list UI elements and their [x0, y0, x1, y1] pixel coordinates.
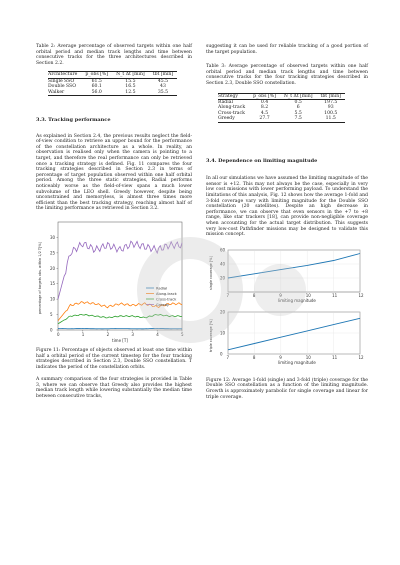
table-cell: 43 [160, 84, 166, 90]
table-cell: 56.0 [91, 89, 102, 95]
table-cell: 27.7 [259, 116, 270, 122]
triple-coverage-line [228, 318, 360, 350]
y-tick-label: 15 [50, 281, 56, 287]
table2-header-cell: p_obs [%] [85, 72, 109, 78]
x-tick-label: 7 [226, 292, 230, 298]
section-3-3-title: 3.3. Tracking performance [36, 117, 111, 123]
table-cell: 35.5 [157, 89, 169, 95]
y-tick-label: 20 [50, 265, 56, 271]
figure-12-chart [206, 246, 368, 372]
table-cell: 100.5 [324, 110, 338, 116]
single-coverage-line [228, 253, 360, 278]
x-tick-label: 8 [252, 354, 256, 360]
table-cell: Single SSO [48, 78, 75, 84]
x-tick-label: 12 [358, 354, 364, 360]
table-row [48, 90, 177, 96]
right-column [206, 44, 368, 400]
x-tick-label: 9 [279, 292, 282, 298]
x-tick-label: 1 [81, 331, 85, 337]
table3-caption: Table 3: Average percentage of observed targets within one half orbital period and median track lengths and time between consecutive tracks for the four tracking strategies described in Section 2.3, Double SSO constellation. [206, 64, 368, 86]
table-cell: 16.5 [125, 84, 136, 90]
table2-header-cell: tbt [min] [152, 72, 174, 78]
x-tick-label: 11 [332, 292, 338, 298]
x-tick-label: 0 [57, 331, 60, 337]
x-axis-label: limiting magnitude [278, 359, 316, 365]
table-cell: Double SSO [48, 84, 76, 90]
x-tick-label: 10 [305, 292, 311, 298]
x-tick-label: 11 [332, 354, 338, 360]
y-tick-label: 40 [220, 261, 226, 267]
table-cell: Along-track [218, 105, 246, 111]
table-cell: 5.5 [294, 110, 302, 116]
y-tick-label: 25 [50, 250, 56, 256]
table-cell: 12.5 [125, 89, 136, 95]
table3-header-cell: tbt [min] [320, 93, 341, 99]
x-tick-label: 10 [305, 354, 311, 360]
table-cell: Greedy [218, 116, 235, 122]
table-cell: 197.5 [324, 99, 338, 105]
legend-label: Along-track [156, 291, 177, 296]
table2 [48, 71, 177, 96]
section-3-4-paragraph: In all our simulations we have assumed the limiting magnitude of the sensor is +12. This may not always be the case, especially in very low cost missions with lower performing payload. To understand the limitations of this analysis, Fig. 12 shows how the average 1-fold and 3-fold coverage vary with limiting magnitude for the Double SSO constellation (20 satellites). Despite an high decrease in performance, we can observe that even sensors in the +7 to +8 range, like star trackers [18], can provide non-negligible coverage when accounting for the actual target distribution. This suggests very low-cost Pathfinder missions may be designed to validate this mission concept. [206, 176, 368, 238]
right-intro-paragraph: suggesting it can be used for reliable tracking of a good portion of the target population. [206, 44, 368, 55]
x-tick-label: 7 [226, 354, 230, 360]
table-cell: Radial [218, 99, 233, 105]
x-tick-label: 5 [181, 331, 184, 337]
figure-12 [206, 246, 368, 372]
figure-12-caption: Figure 12: Average 1-fold (single) and 3-fold (triple) coverage for the Double SSO constellation as a function of the limiting magnitude. Growth is approximately parabolic for single coverage and linear for triple coverage. [206, 377, 368, 400]
table-cell: 0.5 [294, 99, 302, 105]
left-column [36, 44, 192, 400]
y-tick-label: 60 [220, 247, 226, 253]
y-axis-label: triple coverage [%] [209, 319, 213, 352]
y-axis-label: percentage of targets obs. within 1/2 T[%] [38, 242, 42, 314]
summary-paragraph: A summary comparison of the four strategies is provided in Table 3, where we can observe that Greedy also provides the highest median track length while lowering substantially the median time between consecutive tracks, [36, 377, 192, 400]
table2-header-cell: Architecture [48, 72, 78, 78]
table-cell: 11.5 [325, 116, 336, 122]
table-cell: 8.2 [260, 105, 269, 111]
legend-label: Greedy [156, 302, 170, 307]
figure-11-chart [36, 216, 192, 346]
figure-11-caption: Figure 11: Percentage of objects observed at least one time within half a orbital period of the current timestep for the four tracking strategies described in Section 2.3, Double SSO constellation. T indicates the period of the constellation orbits. [36, 347, 192, 370]
figure-11 [36, 216, 192, 346]
x-tick-label: 4 [156, 331, 159, 337]
y-axis-label: single coverage [%] [209, 255, 213, 290]
x-tick-label: 3 [131, 331, 134, 337]
y-tick-label: 10 [220, 330, 226, 336]
table3-header-cell: N_t Δt [min] [283, 93, 313, 99]
y-tick-label: 30 [50, 234, 56, 240]
y-tick-label: 20 [220, 275, 226, 281]
x-axis-label: time [T] [112, 337, 128, 343]
plot-frame [228, 250, 360, 292]
table-cell: 61.5 [91, 78, 102, 84]
table2-caption: Table 2: Average percentage of observed targets within one half orbital period and median track lengths and time between consecutive tracks for the three architectures described in Section 2.2. [36, 44, 192, 66]
table-cell: 60.1 [91, 84, 102, 90]
table-cell: Cross-track [218, 110, 245, 116]
table-cell: 45.5 [157, 78, 169, 84]
table3-header-cell: Strategy [218, 93, 239, 99]
section-3-3-paragraph: As explained in Section 2.4, the previous results neglect the field-of-view condition to retrieve an upper bound for the performance of the constellation architecture as a whole. In reality, an observation is realised only when the camera is pointing to a target, and therefore the real performance can only be retrieved once a tracking strategy is defined. Fig. 11 compares the four tracking strategies described in Section 2.3 in terms of percentage of target population observed within one half orbital period. Among the three static strategies, Radial performs noticeably worse as the field-of-view spans a much lower subvolume of the LEO shell. Greedy however, despite being unconstrained and memoryless, is almost three times more efficient than the best tracking strategy, reaching almost half of the limiting performance as retrieved in Section 3.2. [36, 133, 192, 212]
x-tick-label: 9 [279, 354, 282, 360]
series-line-cross-track [58, 314, 182, 323]
y-tick-label: 5 [50, 311, 53, 317]
table-cell: 15.5 [125, 78, 136, 84]
section-3-4-title: 3.4. Dependence on limiting magnitude [206, 157, 318, 164]
legend-label: Cross-track [156, 297, 177, 302]
table-cell: 7.5 [294, 116, 302, 122]
x-tick-label: 12 [358, 292, 364, 298]
table3 [218, 93, 345, 123]
table3-header-cell: p_obs [%] [253, 93, 276, 99]
x-tick-label: 2 [106, 331, 110, 337]
table-cell: 0.4 [260, 99, 269, 105]
table-cell: 6 [296, 105, 300, 111]
table-cell: Walker [48, 89, 65, 95]
y-tick-label: 10 [50, 296, 56, 302]
table2-header-cell: N_t Δt [min] [116, 72, 145, 78]
table-cell: 93 [327, 105, 334, 111]
x-axis-label: limiting magnitude [278, 297, 316, 303]
y-tick-label: 0 [220, 351, 223, 357]
plot-frame [58, 222, 182, 330]
legend-label: Radial [156, 286, 168, 291]
x-tick-label: 8 [252, 292, 256, 298]
table-cell: 4.5 [260, 110, 269, 116]
y-tick-label: 0 [50, 327, 53, 333]
table-row [218, 116, 345, 122]
y-tick-label: 20 [220, 309, 226, 315]
